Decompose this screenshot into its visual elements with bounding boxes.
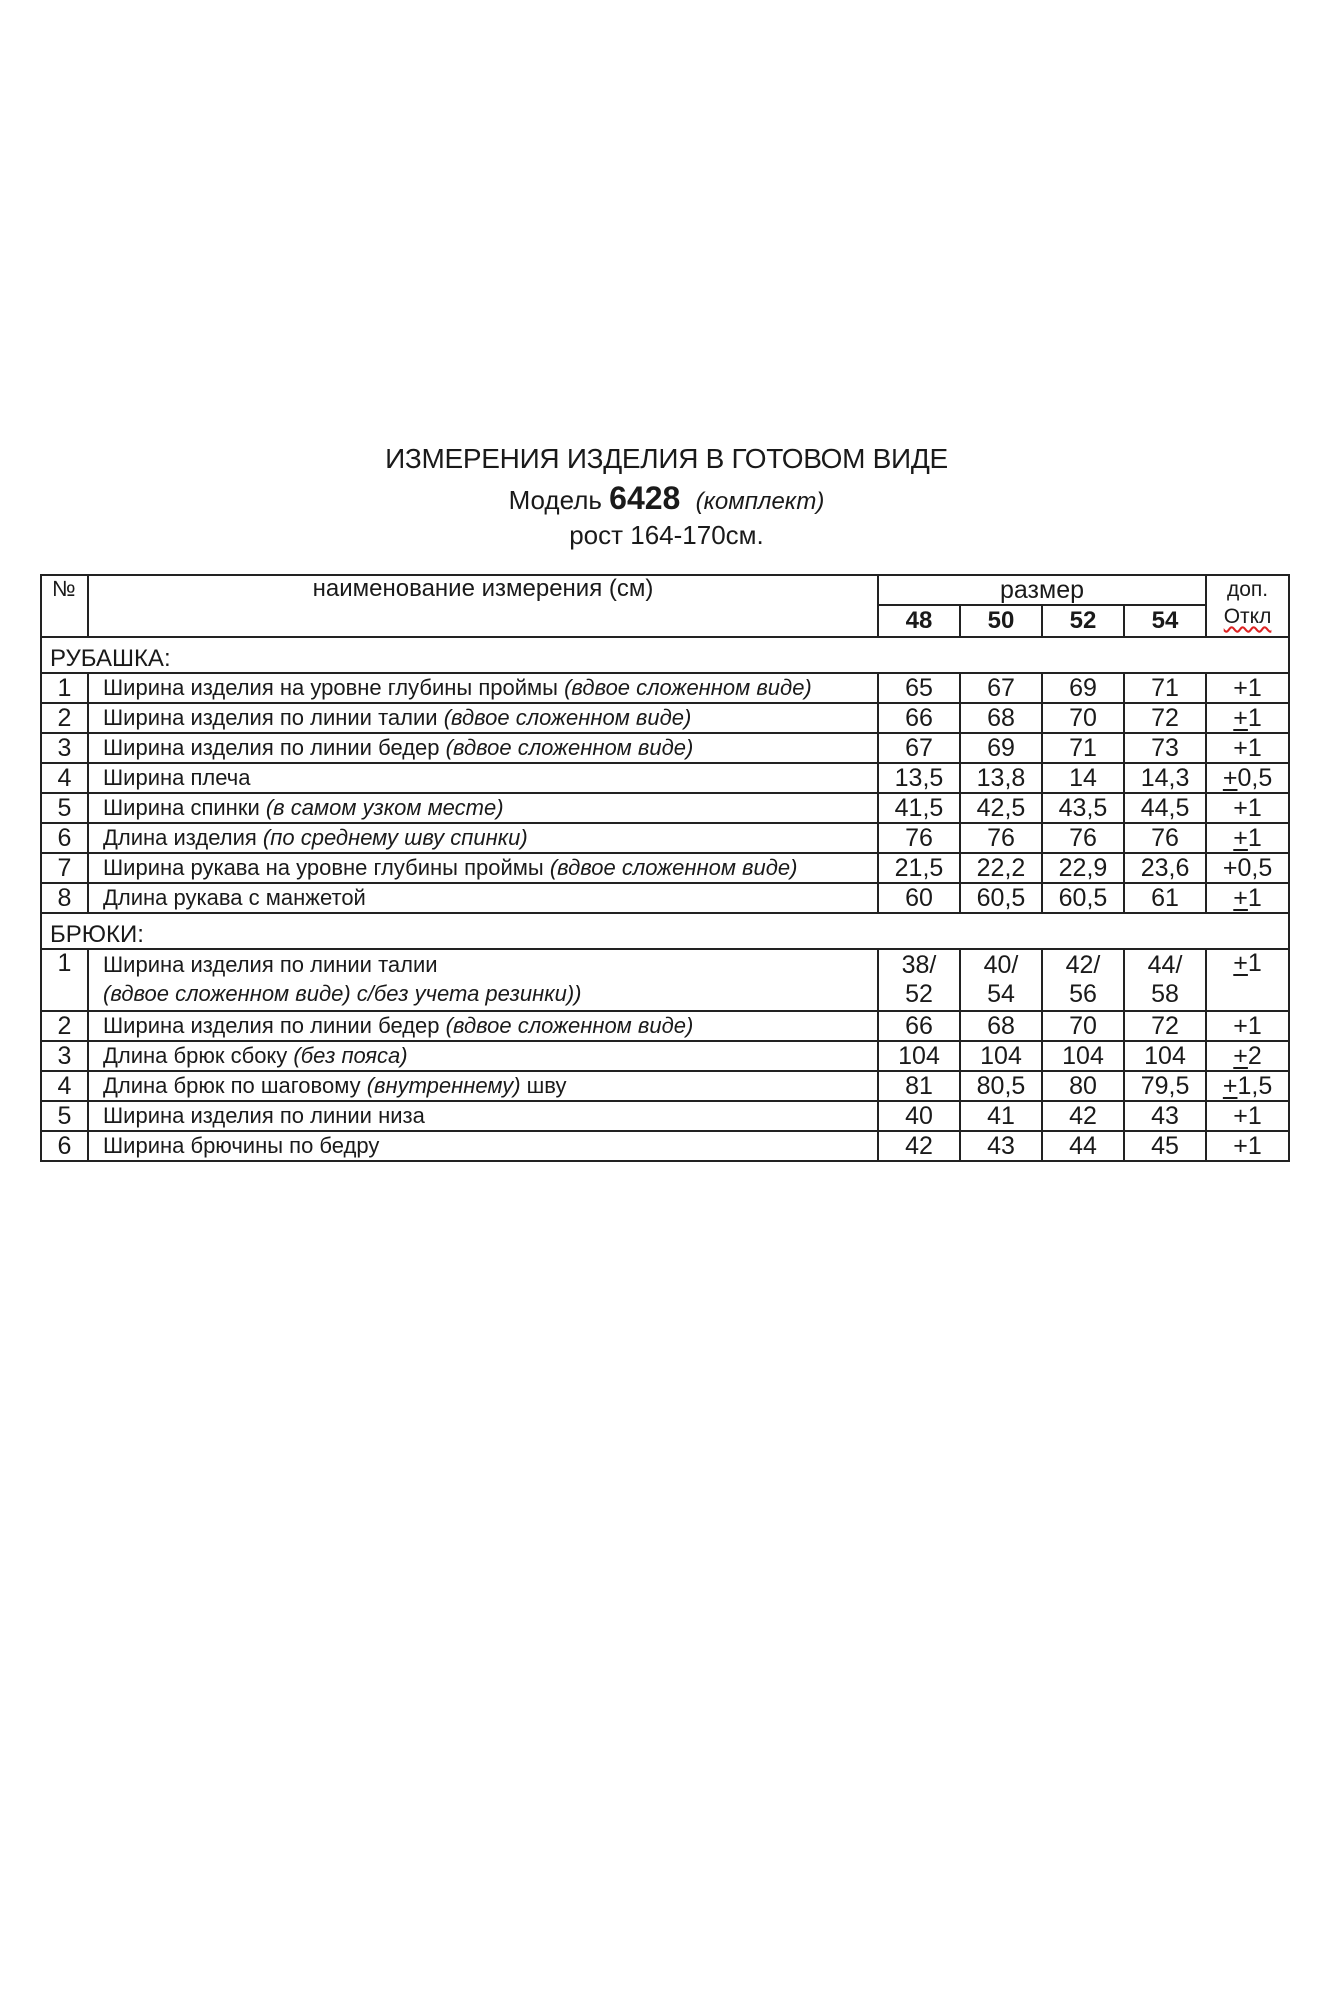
table-row <box>41 763 1289 793</box>
column-header-size-group: размер <box>878 575 1206 605</box>
size-value: 66 <box>878 703 960 733</box>
measurements-table <box>40 574 1290 1162</box>
row-number: 8 <box>41 883 88 913</box>
size-value: 13,5 <box>878 763 960 793</box>
size-value: 42 <box>1042 1101 1124 1131</box>
size-value: 104 <box>1042 1041 1124 1071</box>
tolerance-value <box>1206 703 1289 733</box>
tolerance-value <box>1206 1011 1289 1041</box>
table-row <box>41 1131 1289 1161</box>
tolerance-amount: 1 <box>1247 794 1262 822</box>
size-header: 52 <box>1042 605 1124 637</box>
measurement-note: (вдвое сложенном виде) <box>549 855 798 880</box>
size-value: 65 <box>878 673 960 703</box>
measurement-name <box>88 793 878 823</box>
size-value: 43 <box>960 1131 1042 1161</box>
measurement-label-tail: шву <box>520 1073 567 1098</box>
table-row <box>41 793 1289 823</box>
row-number: 6 <box>41 1131 88 1161</box>
measurement-name <box>88 949 878 1011</box>
measurement-note: (вдвое сложенном виде) <box>564 675 812 700</box>
table-row <box>41 823 1289 853</box>
tolerance-amount: 0,5 <box>1237 854 1273 882</box>
measurement-name <box>88 673 878 703</box>
table-row <box>41 883 1289 913</box>
header-row <box>41 575 1289 605</box>
measurement-label: Ширина рукава на уровне глубины проймы <box>103 855 550 880</box>
measurement-note: (в самом узком месте) <box>265 795 504 820</box>
row-number: 4 <box>41 1071 88 1101</box>
measurement-name <box>88 883 878 913</box>
tolerance-amount: 1 <box>1247 1102 1262 1130</box>
size-value: 104 <box>1124 1041 1206 1071</box>
model-number: 6428 <box>609 480 681 516</box>
size-value: 22,9 <box>1042 853 1124 883</box>
measurement-note: (вдвое сложенном виде) <box>445 1013 694 1038</box>
size-value: 44 <box>1042 1131 1124 1161</box>
tolerance-sign: + <box>1233 794 1248 822</box>
measurement-label: Ширина изделия по линии бедер <box>103 735 446 760</box>
size-value: 14 <box>1042 763 1124 793</box>
size-value: 70 <box>1042 703 1124 733</box>
size-value <box>1042 949 1124 1011</box>
table-row <box>41 853 1289 883</box>
tolerance-value <box>1206 823 1289 853</box>
column-header-number: № <box>41 575 88 637</box>
size-value: 71 <box>1042 733 1124 763</box>
measurement-label: Ширина изделия по линии низа <box>103 1103 425 1128</box>
tolerance-value <box>1206 949 1289 1011</box>
size-value: 104 <box>878 1041 960 1071</box>
table-row <box>41 673 1289 703</box>
tolerance-value <box>1206 733 1289 763</box>
table-row <box>41 1011 1289 1041</box>
row-number: 5 <box>41 793 88 823</box>
height-range: рост 164-170см. <box>569 520 764 550</box>
measurement-name <box>88 1101 878 1131</box>
size-value: 70 <box>1042 1011 1124 1041</box>
measurement-label: Длина брюк по шаговому <box>103 1073 367 1098</box>
section-title: БРЮКИ: <box>41 913 1289 949</box>
row-number: 6 <box>41 823 88 853</box>
tolerance-value <box>1206 1041 1289 1071</box>
size-value-bottom: 52 <box>905 980 933 1008</box>
size-value: 76 <box>1042 823 1124 853</box>
section-title: РУБАШКА: <box>41 637 1289 673</box>
table-row <box>41 949 1289 1011</box>
measurement-label: Ширина изделия по линии бедер <box>103 1013 446 1038</box>
table-row <box>41 1041 1289 1071</box>
row-number: 1 <box>41 949 88 1011</box>
tolerance-amount: 1 <box>1247 949 1262 977</box>
tolerance-label-line1: доп. <box>1226 578 1269 601</box>
size-header: 50 <box>960 605 1042 637</box>
size-value: 41 <box>960 1101 1042 1131</box>
tolerance-value <box>1206 1131 1289 1161</box>
tolerance-amount: 1,5 <box>1237 1072 1273 1100</box>
size-value: 43,5 <box>1042 793 1124 823</box>
size-value: 44,5 <box>1124 793 1206 823</box>
size-value: 72 <box>1124 1011 1206 1041</box>
row-number: 4 <box>41 763 88 793</box>
size-value: 60 <box>878 883 960 913</box>
measurement-label: Ширина изделия по линии талии <box>103 952 438 977</box>
tolerance-sign: + <box>1233 734 1248 762</box>
row-number: 3 <box>41 1041 88 1071</box>
tolerance-label-line2: Откл <box>1223 605 1272 628</box>
size-value: 60,5 <box>960 883 1042 913</box>
measurement-label: Длина изделия <box>103 825 263 850</box>
row-number: 1 <box>41 673 88 703</box>
tolerance-sign: + <box>1222 854 1238 882</box>
measurement-note: (внутреннему) <box>366 1073 521 1098</box>
table-row <box>41 703 1289 733</box>
size-value-top: 40/ <box>983 951 1019 979</box>
tolerance-amount: 1 <box>1247 1012 1262 1040</box>
row-number: 5 <box>41 1101 88 1131</box>
size-value <box>960 949 1042 1011</box>
measurement-note: (без пояса) <box>293 1043 408 1068</box>
tolerance-sign: + <box>1233 884 1248 912</box>
size-value: 23,6 <box>1124 853 1206 883</box>
table-row <box>41 1101 1289 1131</box>
model-note: (комплект) <box>695 488 825 515</box>
model-label: Модель <box>508 485 602 515</box>
tolerance-value <box>1206 763 1289 793</box>
document-title: ИЗМЕРЕНИЯ ИЗДЕЛИЯ В ГОТОВОМ ВИДЕ <box>385 443 948 474</box>
tolerance-value <box>1206 673 1289 703</box>
table-row <box>41 1071 1289 1101</box>
size-header: 54 <box>1124 605 1206 637</box>
section-row <box>41 637 1289 673</box>
tolerance-sign: + <box>1233 674 1248 702</box>
measurement-name <box>88 1071 878 1101</box>
tolerance-value <box>1206 883 1289 913</box>
size-value: 76 <box>1124 823 1206 853</box>
tolerance-value <box>1206 853 1289 883</box>
size-value-top: 44/ <box>1147 951 1183 979</box>
tolerance-amount: 1 <box>1247 884 1262 912</box>
size-value: 42,5 <box>960 793 1042 823</box>
measurement-name <box>88 733 878 763</box>
row-number: 2 <box>41 1011 88 1041</box>
tolerance-sign: + <box>1233 1042 1248 1070</box>
size-value: 76 <box>960 823 1042 853</box>
size-value: 60,5 <box>1042 883 1124 913</box>
measurement-label: Ширина спинки <box>103 795 266 820</box>
tolerance-amount: 1 <box>1247 1132 1262 1160</box>
size-value: 73 <box>1124 733 1206 763</box>
size-value: 66 <box>878 1011 960 1041</box>
column-header-tolerance <box>1206 575 1289 637</box>
size-value: 67 <box>960 673 1042 703</box>
size-value: 42 <box>878 1131 960 1161</box>
size-value: 72 <box>1124 703 1206 733</box>
size-header: 48 <box>878 605 960 637</box>
size-value: 69 <box>1042 673 1124 703</box>
size-value: 21,5 <box>878 853 960 883</box>
measurement-label: Ширина изделия на уровне глубины проймы <box>103 675 565 700</box>
section-row <box>41 913 1289 949</box>
size-value: 68 <box>960 1011 1042 1041</box>
measurement-label: Длина рукава с манжетой <box>103 885 366 910</box>
measurement-name <box>88 853 878 883</box>
size-value-top: 38/ <box>901 951 937 979</box>
measurement-label: Длина брюк сбоку <box>103 1043 294 1068</box>
measurement-label: Ширина брючины по бедру <box>103 1133 380 1158</box>
measurement-note: (вдвое сложенном виде) <box>443 705 692 730</box>
size-value <box>878 949 960 1011</box>
tolerance-sign: + <box>1222 1072 1238 1100</box>
tolerance-value <box>1206 793 1289 823</box>
tolerance-value <box>1206 1101 1289 1131</box>
size-value: 13,8 <box>960 763 1042 793</box>
tolerance-sign: + <box>1233 824 1248 852</box>
size-value: 76 <box>878 823 960 853</box>
row-number: 2 <box>41 703 88 733</box>
tolerance-sign: + <box>1233 704 1248 732</box>
size-value-bottom: 58 <box>1151 980 1179 1008</box>
tolerance-amount: 1 <box>1247 734 1262 762</box>
tolerance-amount: 0,5 <box>1237 764 1273 792</box>
size-value: 71 <box>1124 673 1206 703</box>
measurement-note: (вдвое сложенном виде) <box>445 735 694 760</box>
size-value: 14,3 <box>1124 763 1206 793</box>
size-value: 104 <box>960 1041 1042 1071</box>
size-value: 40 <box>878 1101 960 1131</box>
size-value: 81 <box>878 1071 960 1101</box>
size-value: 80,5 <box>960 1071 1042 1101</box>
measurement-note: (по среднему шву спинки) <box>262 825 528 850</box>
size-value: 69 <box>960 733 1042 763</box>
size-value-bottom: 56 <box>1069 980 1097 1008</box>
row-number: 7 <box>41 853 88 883</box>
measurement-name <box>88 703 878 733</box>
measurement-name <box>88 823 878 853</box>
tolerance-value <box>1206 1071 1289 1101</box>
size-value: 67 <box>878 733 960 763</box>
measurement-name <box>88 1011 878 1041</box>
tolerance-sign: + <box>1233 1012 1248 1040</box>
tolerance-amount: 1 <box>1247 674 1262 702</box>
tolerance-amount: 2 <box>1247 1042 1262 1070</box>
size-value: 61 <box>1124 883 1206 913</box>
size-value: 68 <box>960 703 1042 733</box>
tolerance-sign: + <box>1233 1132 1248 1160</box>
size-value-bottom: 54 <box>987 980 1015 1008</box>
measurement-name <box>88 1041 878 1071</box>
model-line <box>0 480 1333 517</box>
size-value <box>1124 949 1206 1011</box>
measurement-note: (вдвое сложенном виде) с/без учета резинки)) <box>103 981 582 1006</box>
size-value: 79,5 <box>1124 1071 1206 1101</box>
size-value-top: 42/ <box>1065 951 1101 979</box>
measurement-name <box>88 763 878 793</box>
row-number: 3 <box>41 733 88 763</box>
tolerance-sign: + <box>1233 949 1248 977</box>
table-row <box>41 733 1289 763</box>
measurement-label: Ширина изделия по линии талии <box>103 705 444 730</box>
tolerance-sign: + <box>1222 764 1238 792</box>
size-value: 41,5 <box>878 793 960 823</box>
size-value: 43 <box>1124 1101 1206 1131</box>
tolerance-amount: 1 <box>1247 824 1262 852</box>
tolerance-amount: 1 <box>1247 704 1262 732</box>
size-value: 45 <box>1124 1131 1206 1161</box>
size-value: 22,2 <box>960 853 1042 883</box>
size-value: 80 <box>1042 1071 1124 1101</box>
tolerance-sign: + <box>1233 1102 1248 1130</box>
column-header-name: наименование измерения (см) <box>88 575 878 637</box>
measurement-label: Ширина плеча <box>103 765 251 790</box>
measurement-name <box>88 1131 878 1161</box>
